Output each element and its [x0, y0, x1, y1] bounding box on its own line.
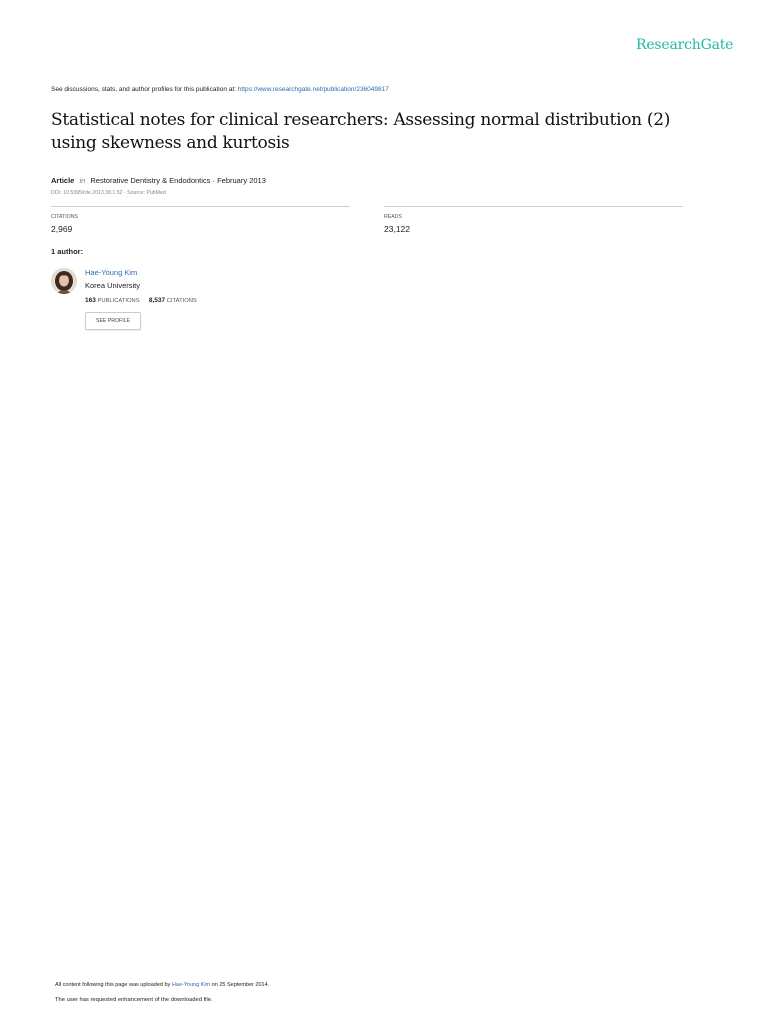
in-label: in	[79, 176, 86, 185]
upload-suffix: on 25 September 2014.	[211, 982, 270, 988]
upload-note	[55, 982, 269, 988]
author-citations-label: CITATIONS	[166, 298, 197, 304]
publication-type: Article	[51, 176, 75, 185]
page-title: Statistical notes for clinical researchers: Assessing normal distribution (2) using skewness and kurtosis	[51, 110, 671, 153]
publications-count: 163	[85, 297, 96, 304]
author-name[interactable]: Hae-Young Kim	[85, 268, 138, 277]
author-photo-icon	[51, 268, 77, 294]
see-profile-button[interactable]: SEE PROFILE	[85, 312, 141, 330]
intro-text: See discussions, stats, and author profiles for this publication at:	[51, 86, 236, 93]
authors-heading: 1 author:	[51, 247, 84, 256]
venue-date[interactable]: Restorative Dentistry & Endodontics · February 2013	[90, 176, 266, 185]
avatar[interactable]	[51, 268, 77, 294]
author-institution: Korea University	[85, 281, 141, 290]
publications-label: PUBLICATIONS	[97, 298, 140, 304]
reads-label: READS	[384, 214, 402, 220]
citations-label: CITATIONS	[51, 214, 78, 220]
publication-intro	[51, 86, 389, 93]
author-stats	[85, 297, 197, 304]
publication-meta	[51, 176, 266, 185]
uploader-link[interactable]: Hae-Young Kim	[171, 982, 211, 988]
upload-prefix: All content following this page was uploaded by	[55, 982, 171, 988]
doi-line: DOI: 10.5395/rde.2013.38.1.52 · Source: PubMed	[51, 190, 166, 196]
reads-stat	[384, 206, 683, 237]
publication-link[interactable]: https://www.researchgate.net/publication/236049817	[237, 86, 389, 93]
author-citations-count: 8,537	[148, 297, 166, 304]
citations-value: 2,969	[51, 224, 73, 234]
reads-value: 23,122	[384, 224, 410, 234]
enhancement-note: The user has requested enhancement of the downloaded file.	[55, 997, 213, 1003]
citations-stat	[51, 206, 350, 237]
researchgate-logo[interactable]: ResearchGate	[636, 37, 734, 53]
